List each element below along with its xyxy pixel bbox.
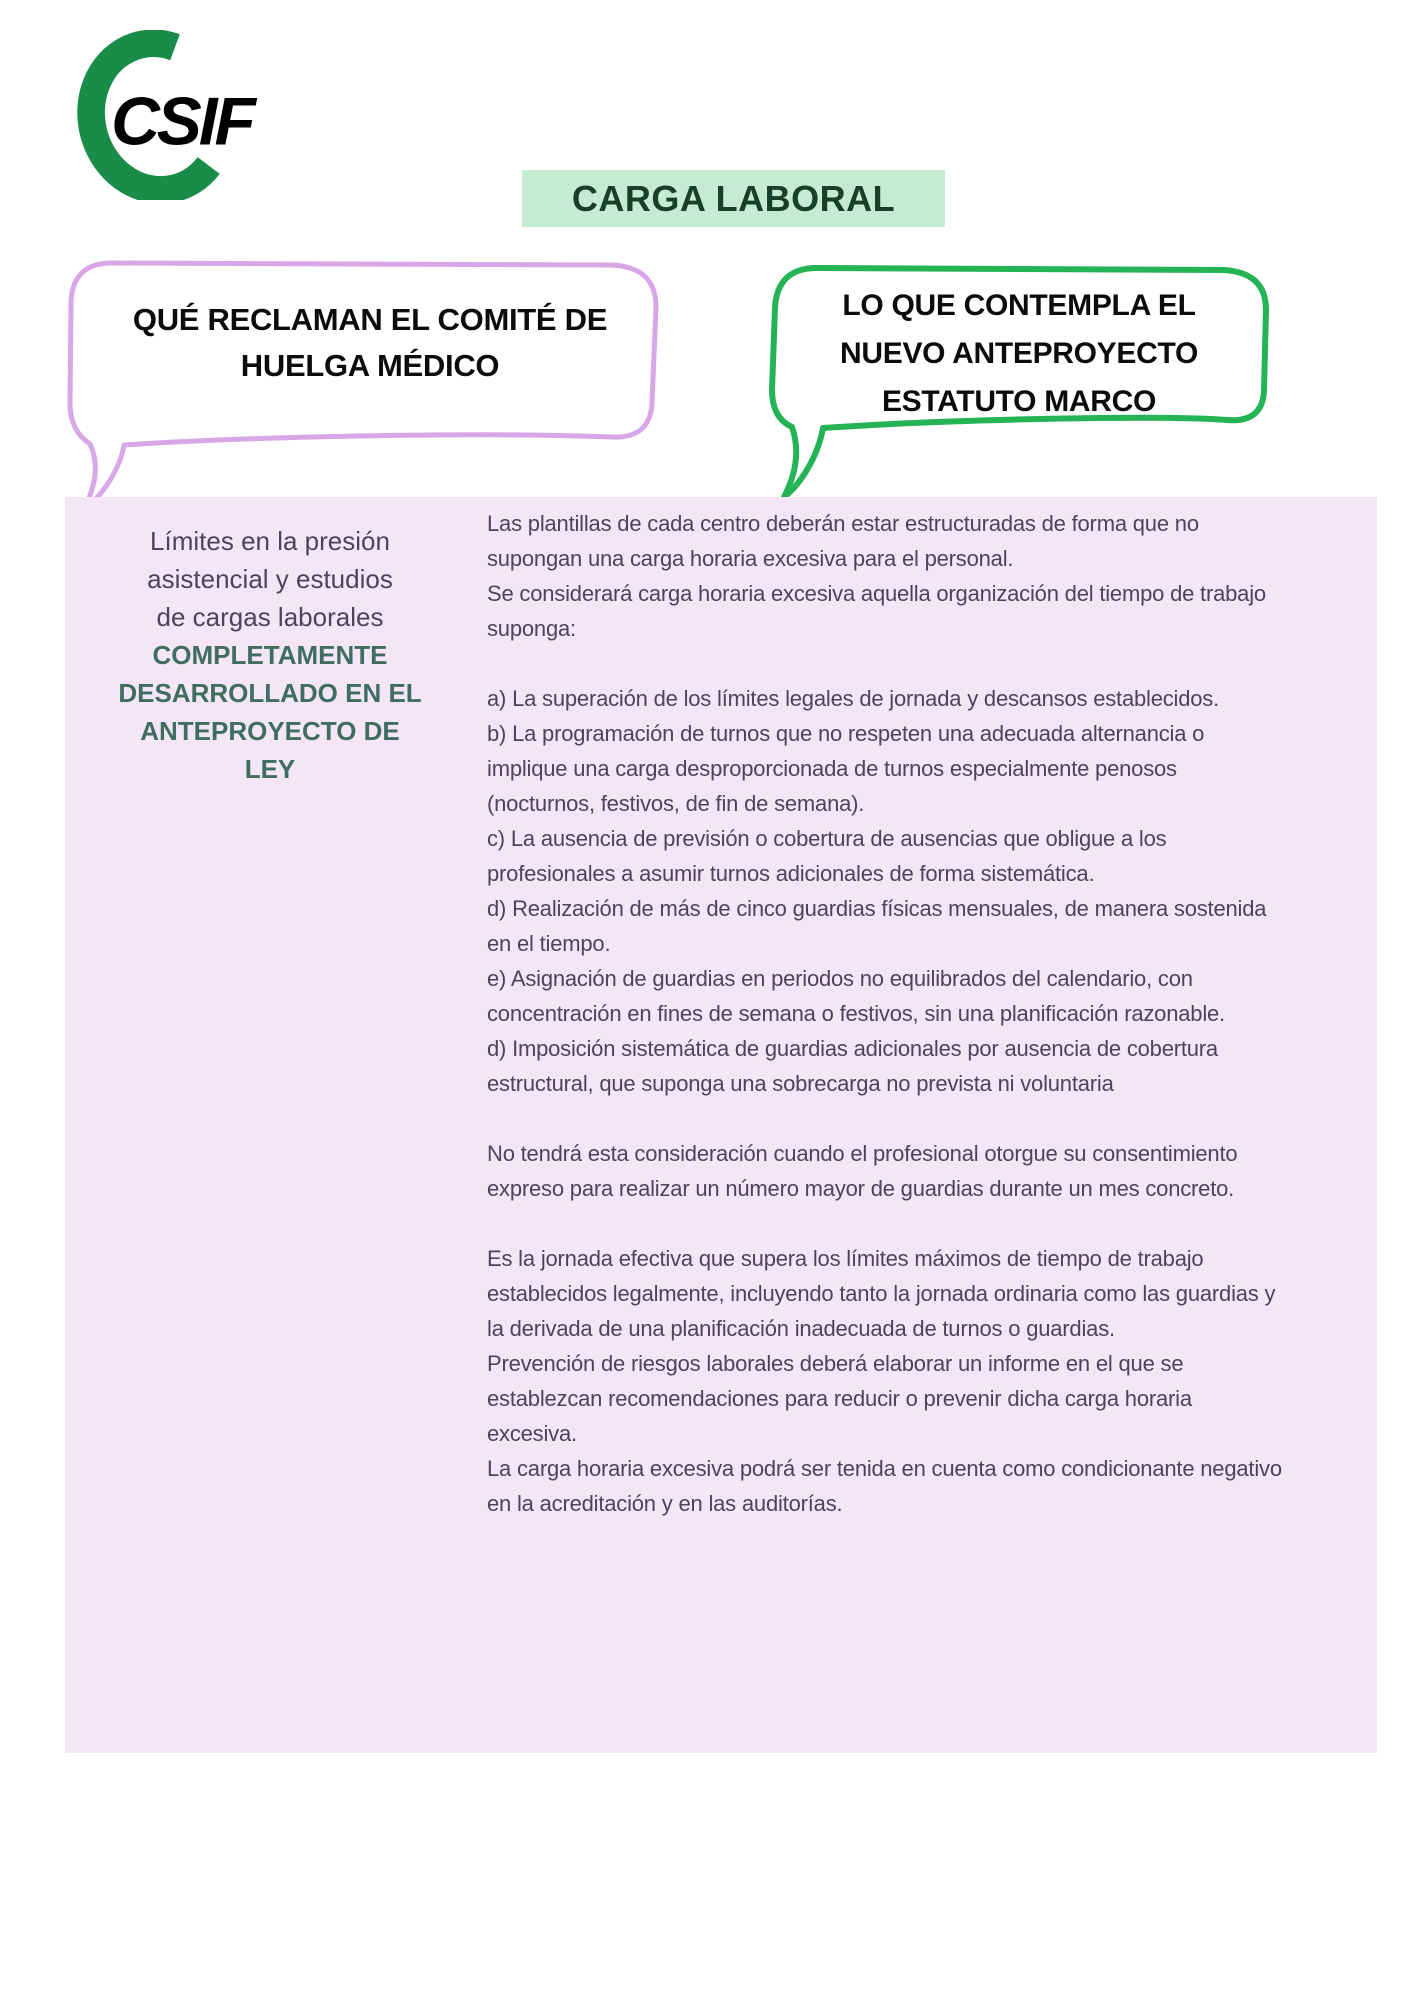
- paragraph: a) La superación de los límites legales de jornada y descansos establecidos.: [487, 686, 1220, 711]
- left-bubble-label: QUÉ RECLAMAN EL COMITÉ DE HUELGA MÉDICO: [132, 302, 608, 383]
- left-column-line: Límites en la presión: [150, 526, 390, 556]
- paragraph: e) Asignación de guardias en periodos no equilibrados del calendario, con concentración en fines de semana o festivos, sin una planificación razonable.: [487, 966, 1225, 1026]
- paragraph-spacer: [487, 1206, 1287, 1241]
- paragraph: c) La ausencia de previsión o cobertura de ausencias que obligue a los profesionales a asumir turnos adicionales de forma sistemática.: [487, 826, 1167, 886]
- left-column-line: DESARROLLADO EN EL: [118, 678, 422, 708]
- paragraph: b) La programación de turnos que no respeten una adecuada alternancia o implique una carga desproporcionada de turnos especialmente penosos (nocturnos, festivos, de fin de semana).: [487, 721, 1205, 816]
- paragraph: Las plantillas de cada centro deberán estar estructuradas de forma que no supongan una carga horaria excesiva para el personal.: [487, 511, 1199, 571]
- left-speech-bubble: [60, 255, 670, 527]
- page-title: CARGA LABORAL: [571, 177, 896, 219]
- left-column-line: asistencial y estudios: [147, 564, 393, 594]
- right-bubble-label: LO QUE CONTEMPLA EL NUEVO ANTEPROYECTO ESTATUTO MARCO: [840, 289, 1198, 418]
- csif-logo-graphic: [66, 30, 276, 200]
- paragraph: La carga horaria excesiva podrá ser tenida en cuenta como condicionante negativo en la acreditación y en las auditorías.: [487, 1456, 1282, 1516]
- right-column-paragraphs: [487, 506, 1287, 1521]
- left-column-line: de cargas laborales: [156, 602, 384, 632]
- csif-logo: [66, 30, 276, 200]
- logo-text: CSIF: [111, 84, 253, 160]
- paragraph: d) Imposición sistemática de guardias adicionales por ausencia de cobertura estructural, que suponga una sobrecarga no prevista ni voluntaria: [487, 1036, 1218, 1096]
- paragraph: Se considerará carga horaria excesiva aquella organización del tiempo de trabajo suponga:: [487, 581, 1266, 641]
- paragraph-spacer: [487, 1101, 1287, 1136]
- paragraph: Prevención de riesgos laborales deberá elaborar un informe en el que se establezcan recomendaciones para reducir o prevenir dicha carga horaria excesiva.: [487, 1351, 1192, 1446]
- left-column-line: COMPLETAMENTE: [152, 640, 388, 670]
- left-column-line: ANTEPROYECTO DE: [140, 716, 400, 746]
- paragraph-spacer: [487, 646, 1287, 681]
- left-column-line: LEY: [244, 754, 296, 784]
- paragraph: Es la jornada efectiva que supera los límites máximos de tiempo de trabajo establecidos legalmente, incluyendo tanto la jornada ordinaria como las guardias y la derivada de una planificación inadecuada de turnos o guardias.: [487, 1246, 1276, 1341]
- title-banner: [522, 170, 945, 227]
- left-column-lines: [70, 522, 470, 788]
- paragraph: No tendrá esta consideración cuando el profesional otorgue su consentimiento expreso para realizar un número mayor de guardias durante un mes concreto.: [487, 1141, 1238, 1201]
- paragraph: d) Realización de más de cinco guardias físicas mensuales, de manera sostenida en el tiempo.: [487, 896, 1267, 956]
